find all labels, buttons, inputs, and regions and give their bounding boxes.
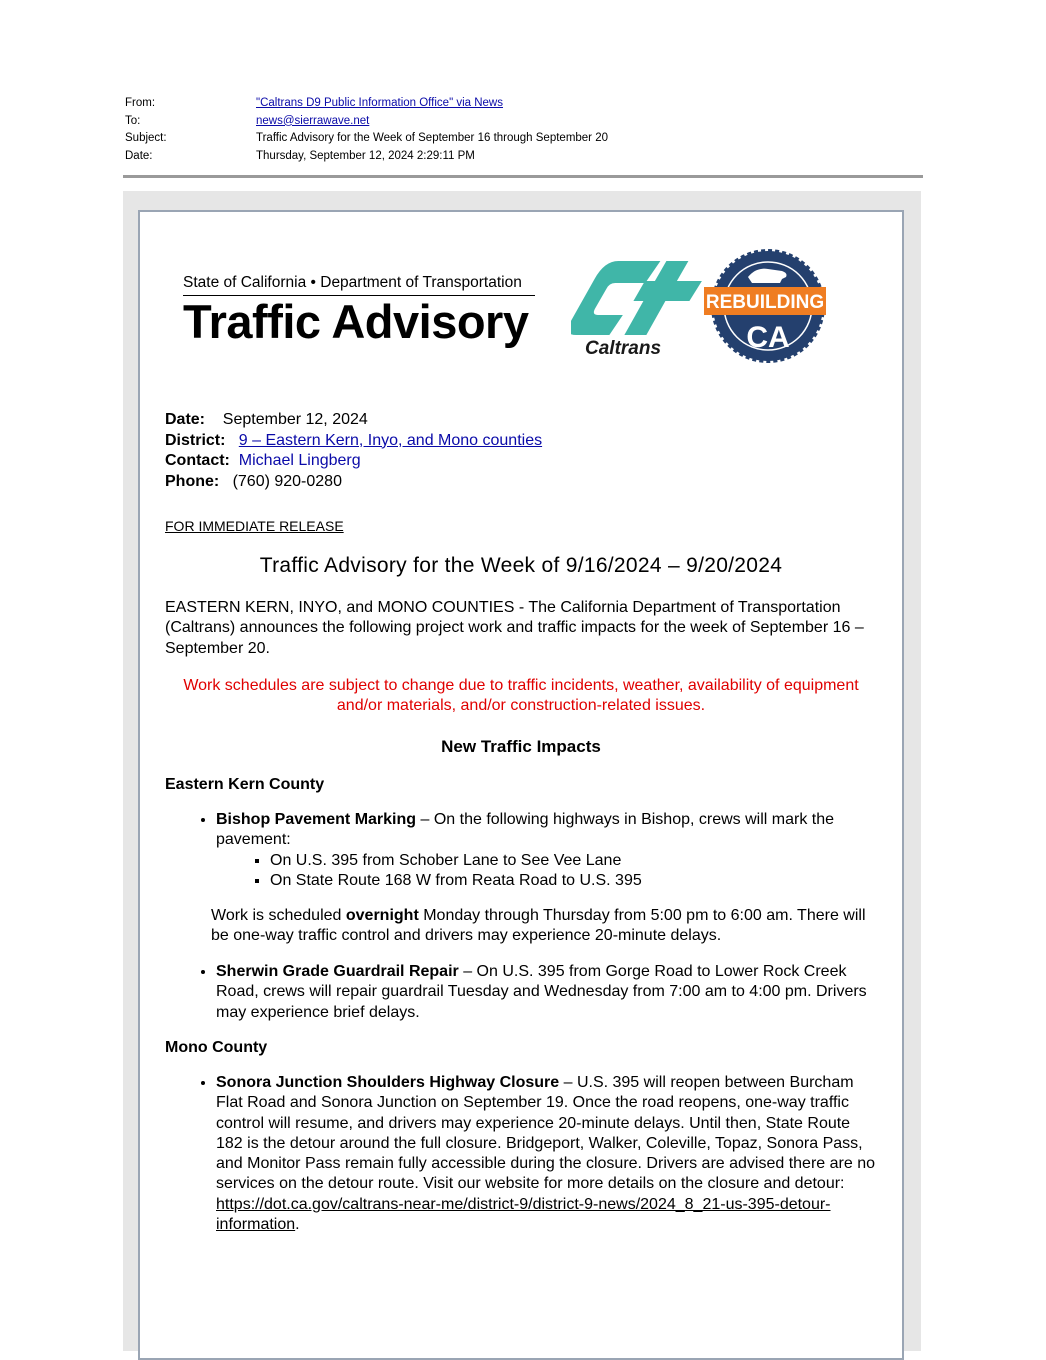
advisory-meta (165, 410, 542, 492)
kern-schedule (211, 906, 877, 947)
date-value: Thursday, September 12, 2024 2:29:11 PM (256, 149, 475, 162)
schedule-warning: Work schedules are subject to change due to traffic incidents, weather, availability of equipment and/or materials, and/or construction-related issues. (183, 677, 859, 715)
date-label: Date: (125, 149, 153, 162)
meta-phone-value: (760) 920-0280 (232, 472, 342, 490)
meta-phone-label: Phone: (165, 472, 220, 490)
kern-item-2-text: – On U.S. 395 from Gorge Road to Lower Rock Creek Road, crews will repair guardrail Tuesday and Wednesday from 7:00 am to 4:00 pm. Drivers may experience brief delays. (216, 963, 867, 1021)
from-link[interactable]: "Caltrans D9 Public Information Office" via News (256, 97, 503, 109)
district-link[interactable]: 9 – Eastern Kern, Inyo, and Mono counties (238, 431, 543, 449)
rebuilding-text: REBUILDING (705, 292, 825, 313)
kern-heading: Eastern Kern County (165, 776, 325, 793)
meta-district-label: District: (165, 431, 226, 449)
letterhead-title: Traffic Advisory (183, 295, 529, 348)
kern-item-2 (216, 962, 878, 1023)
rebuilding-ca-logo (704, 249, 828, 363)
agency-name: State of California • Department of Transportation (183, 274, 522, 291)
caltrans-wordmark: Caltrans (585, 338, 662, 359)
kern-sublist (270, 851, 870, 892)
caltrans-logo (571, 253, 711, 363)
from-label: From: (125, 97, 156, 109)
subject-value: Traffic Advisory for the Week of September 16 through September 20 (256, 132, 609, 145)
mono-heading: Mono County (165, 1039, 268, 1056)
header-divider (123, 175, 923, 178)
contact-link[interactable]: Michael Lingberg (238, 452, 361, 469)
subject-label: Subject: (125, 132, 167, 145)
kern-item-2-title: Sherwin Grade Guardrail Repair (216, 963, 459, 980)
mono-item-1-title: Sonora Junction Shoulders Highway Closure (216, 1074, 560, 1091)
ca-text: CA (746, 321, 790, 354)
list-item (216, 962, 878, 1023)
headline: Traffic Advisory for the Week of 9/16/2024 – 9/20/2024 (259, 554, 783, 577)
kern-item-1-title: Bishop Pavement Marking (216, 811, 417, 828)
list-item (216, 1073, 878, 1235)
mono-item-1 (216, 1073, 878, 1235)
sched-bold: overnight (345, 907, 419, 924)
detour-info-link[interactable]: https://dot.ca.gov/caltrans-near-me/district-9/district-9-news/2024_8_21-us-395-detour-information (216, 1195, 831, 1234)
to-link[interactable]: news@sierrawave.net (256, 114, 370, 127)
to-label: To: (125, 114, 141, 127)
list-item (216, 810, 878, 851)
mono-after-link: . (295, 1216, 300, 1234)
sched-pre: Work is scheduled (211, 907, 346, 924)
section-title: New Traffic Impacts (441, 737, 601, 756)
sched-post: Monday through Thursday from 5:00 pm to 6:00 am. There will be one-way traffic control and drivers may experience 20-minute delays. (211, 907, 866, 945)
meta-date-label: Date: (165, 411, 206, 428)
kern-item-1 (216, 810, 878, 851)
email-header (125, 95, 608, 165)
list-item: ▪ On U.S. 395 from Schober Lane to See Vee Lane (270, 851, 870, 871)
intro-paragraph: EASTERN KERN, INYO, and MONO COUNTIES - The California Department of Transportation (Caltrans) announces the following project work and traffic impacts for the week of September 16 – September 20. (165, 599, 864, 657)
list-item: ▪ On State Route 168 W from Reata Road to U.S. 395 (270, 871, 870, 891)
kern-item-1-text: – On the following highways in Bishop, crews will mark the pavement: (216, 811, 835, 849)
release-notice: FOR IMMEDIATE RELEASE (165, 518, 344, 534)
meta-contact-label: Contact: (165, 452, 230, 469)
meta-date-value: September 12, 2024 (222, 411, 368, 428)
mono-item-1-text: – U.S. 395 will reopen between Burcham Flat Road and Sonora Junction on September 19. Once the road reopens, one-way traffic control will resume, and drivers may experience 20-minute delays. Until then, State Route 182 is the detour around the full closure. Bridgeport, Walker, Coleville, Topaz, Sonora Pass, and Monitor Pass remain fully accessible during the closure. Drivers are advised there are no services on the detour route. Visit our website for more details on the closure and detour: (216, 1074, 875, 1193)
